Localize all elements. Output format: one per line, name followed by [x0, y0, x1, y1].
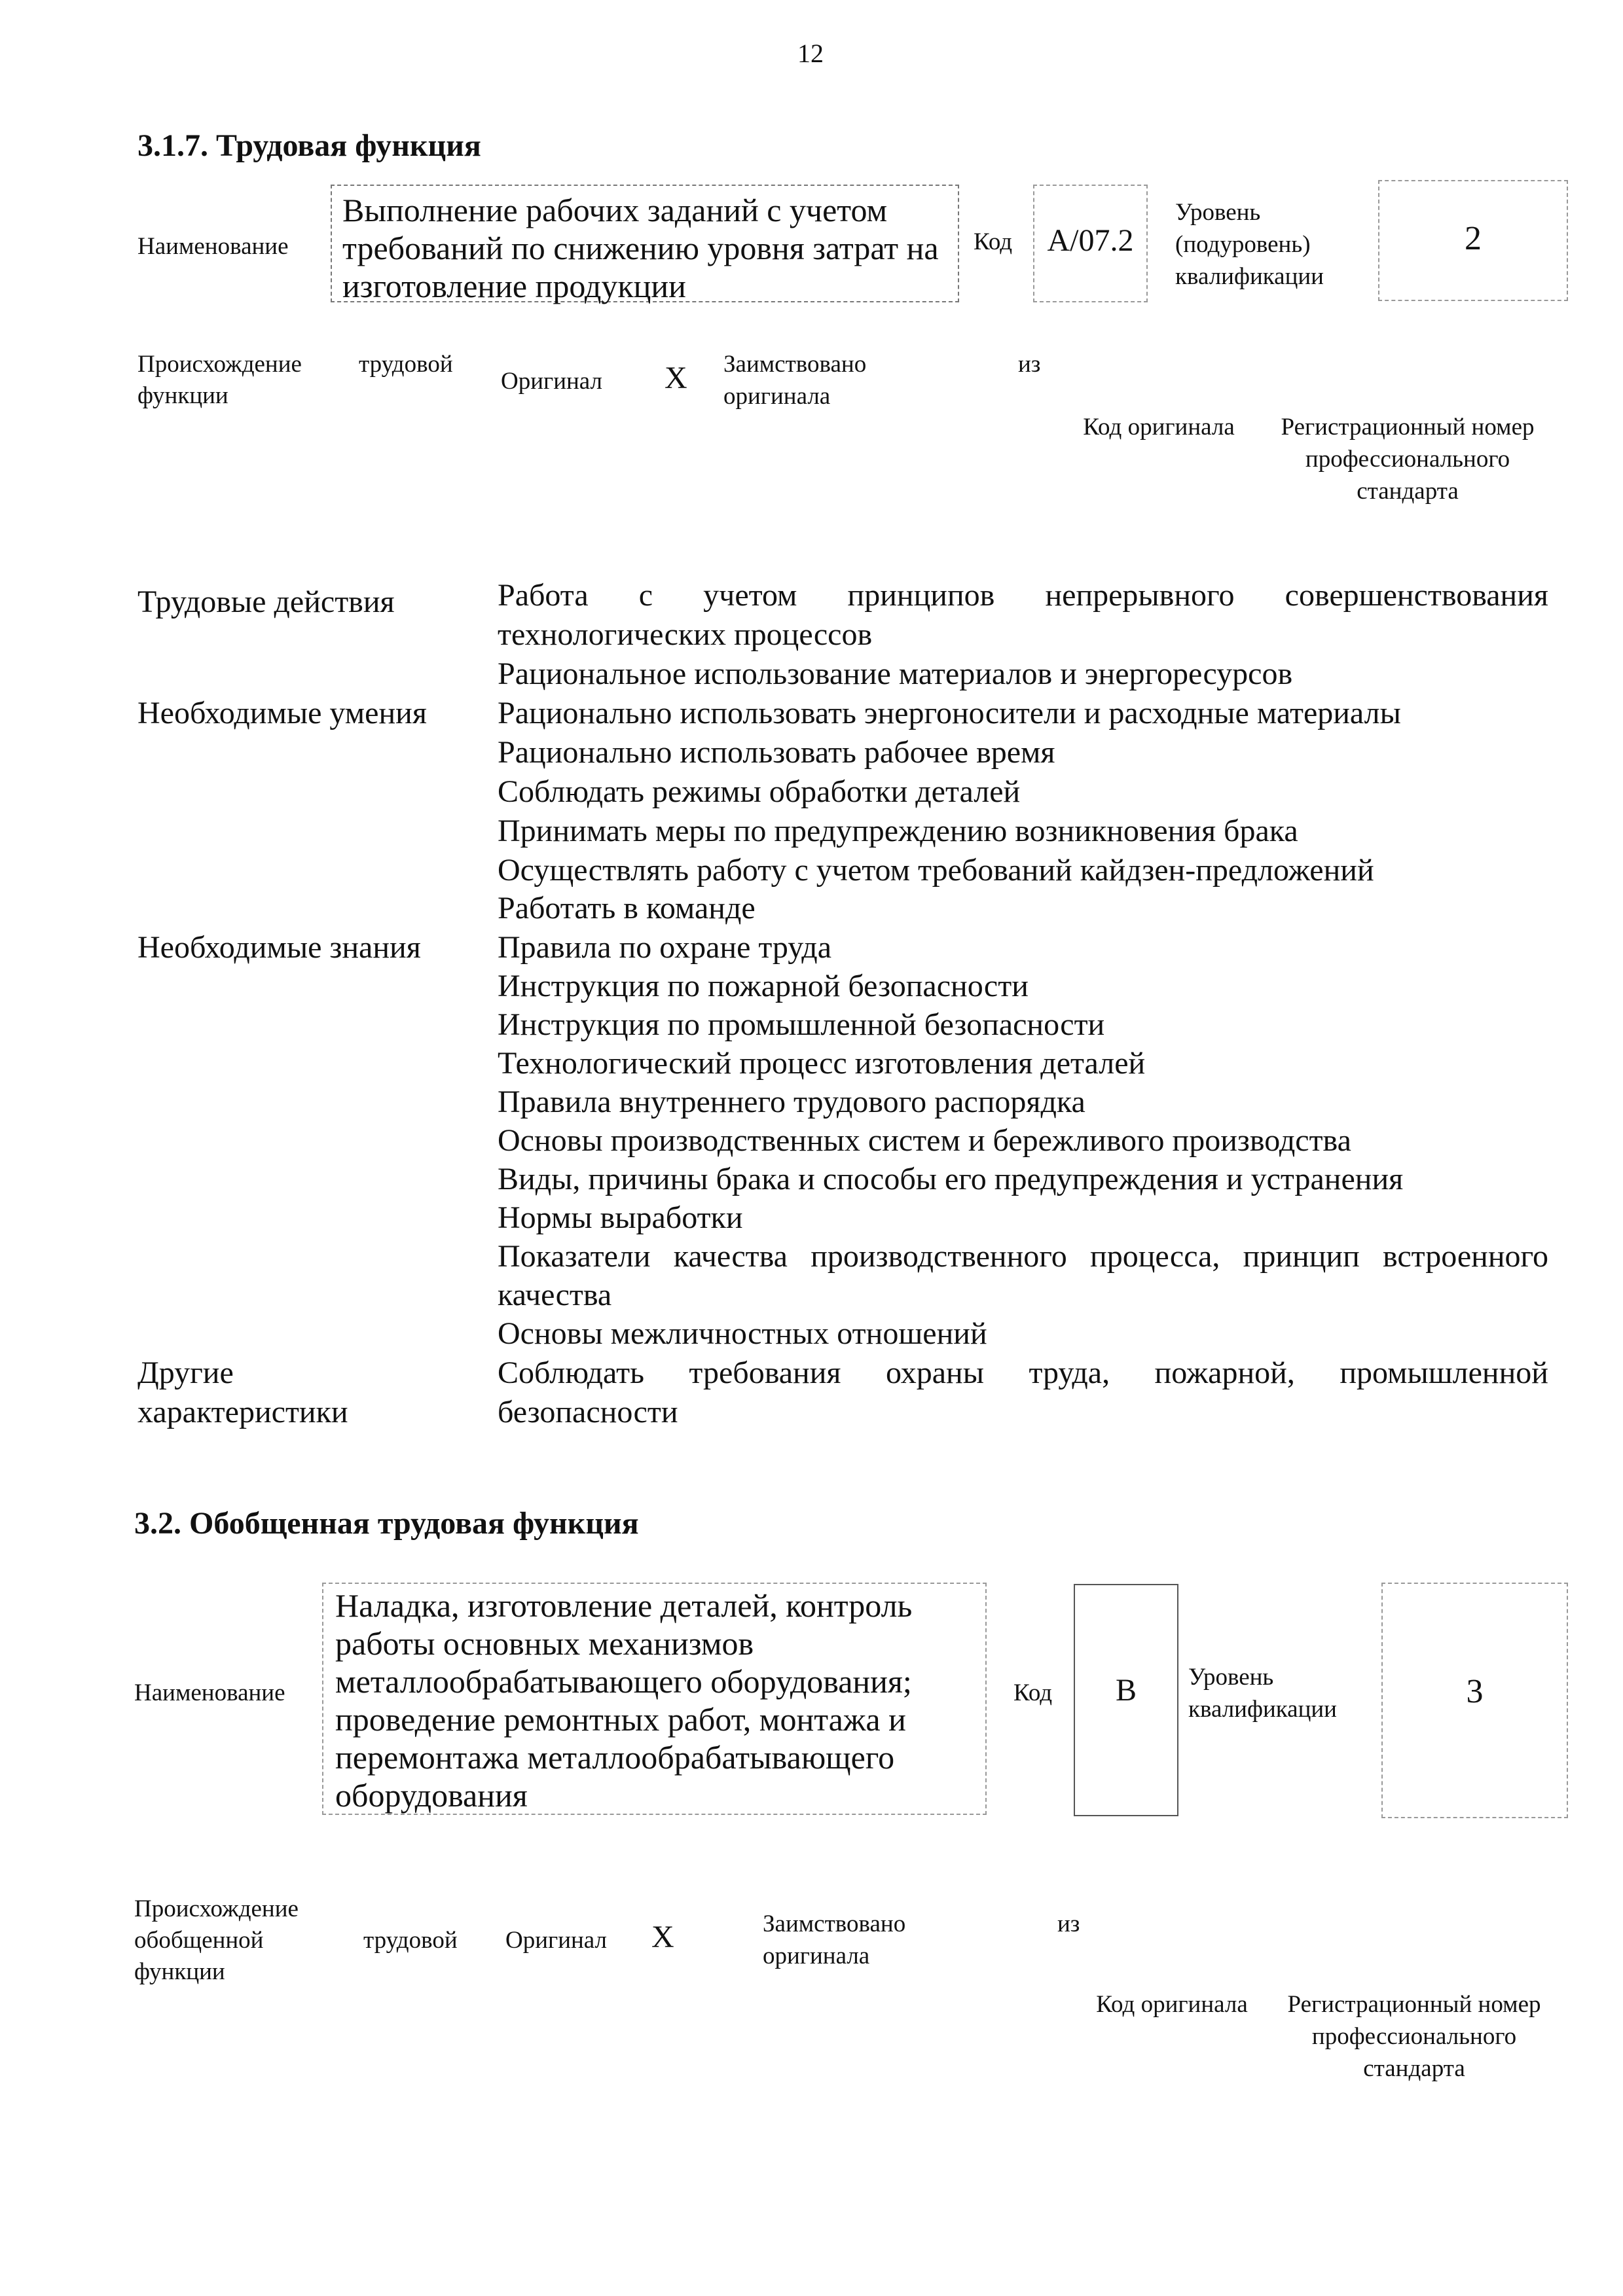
knowledge-item: Основы межличностных отношений	[498, 1316, 987, 1351]
origin-label-3: функции	[137, 382, 228, 409]
gen-name-label: Наименование	[134, 1679, 285, 1706]
gen-code-label: Код	[1013, 1679, 1053, 1706]
original-mark: X	[665, 361, 687, 395]
skill-item: Работать в команде	[498, 891, 756, 925]
reg-number-label: Регистрационный номер профессионального стандарта	[1281, 414, 1535, 505]
knowledge-item: качества	[498, 1278, 612, 1312]
skill-item: Принимать меры по предупреждению возникновения брака	[498, 814, 1298, 848]
function-name-box	[331, 185, 959, 302]
borrowed-label: Заимствовано оригинала	[723, 351, 867, 410]
labor-action-item: Рациональное использование материалов и энергоресурсов	[498, 656, 1293, 691]
gen-reg-number-label: Регистрационный номер профессионального стандарта	[1287, 1991, 1541, 2082]
knowledge-item: Показатели качества производственного процесса, принцип встроенного	[498, 1239, 1548, 1274]
gen-origin-label-1: Происхождение	[134, 1895, 299, 1922]
skill-item: Соблюдать режимы обработки деталей	[498, 774, 1021, 809]
gen-name-line: работы основных механизмов	[335, 1625, 754, 1662]
orig-code-label: Код оригинала	[1083, 414, 1235, 440]
section-32-heading: 3.2. Обобщенная трудовая функция	[134, 1506, 639, 1541]
gen-origin-label-2: обобщенной	[134, 1927, 264, 1954]
labor-action-item: Работа с учетом принципов непрерывного совершенствования	[498, 578, 1548, 613]
gen-name-line: металлообрабатывающего оборудования;	[335, 1663, 912, 1700]
gen-original-mark: X	[651, 1920, 674, 1954]
gen-name-line: Наладка, изготовление деталей, контроль	[335, 1587, 913, 1624]
labor-actions-label: Трудовые действия	[137, 584, 395, 619]
knowledge-label: Необходимые знания	[137, 930, 421, 965]
labor-action-item: технологических процессов	[498, 617, 873, 652]
name-label: Наименование	[137, 233, 289, 260]
skill-item: Рационально использовать энергоносители и расходные материалы	[498, 696, 1401, 730]
gen-orig-code-label: Код оригинала	[1096, 1991, 1248, 2018]
level-label: Уровень (подуровень) квалификации	[1175, 199, 1324, 290]
gen-name-line: оборудования	[335, 1777, 528, 1814]
gen-borrowed-label: Заимствовано оригинала	[763, 1910, 906, 1969]
gen-origin-label-4: трудовой	[363, 1927, 458, 1954]
knowledge-item: Инструкция по пожарной безопасности	[498, 969, 1029, 1003]
code-label: Код	[974, 228, 1013, 255]
gen-from-label: из	[1057, 1910, 1080, 1937]
level-value: 2	[1465, 220, 1482, 257]
from-label: из	[1018, 351, 1041, 378]
gen-code-value: B	[1115, 1673, 1137, 1708]
knowledge-item: Правила по охране труда	[498, 930, 831, 965]
skills-label: Необходимые умения	[137, 696, 427, 730]
code-value: A/07.2	[1047, 223, 1134, 258]
gen-name-line: проведение ремонтных работ, монтажа и	[335, 1701, 906, 1738]
knowledge-item: Технологический процесс изготовления деталей	[498, 1046, 1146, 1081]
other-item: безопасности	[498, 1395, 678, 1429]
knowledge-item: Основы производственных систем и бережливого производства	[498, 1123, 1351, 1158]
knowledge-item: Правила внутреннего трудового распорядка	[498, 1085, 1085, 1119]
other-label-1: Другие	[137, 1355, 234, 1390]
function-name-value: Выполнение рабочих заданий с учетом требований по снижению уровня затрат на изготовление продукции	[342, 192, 939, 304]
gen-original-label: Оригинал	[505, 1927, 608, 1954]
other-item: Соблюдать требования охраны труда, пожарной, промышленной	[498, 1355, 1548, 1390]
gen-function-name-box	[322, 1583, 987, 1815]
gen-name-line: перемонтажа металлообрабатывающего	[335, 1739, 895, 1776]
page-number: 12	[797, 39, 824, 68]
knowledge-item: Виды, причины брака и способы его предупреждения и устранения	[498, 1162, 1404, 1196]
skill-item: Осуществлять работу с учетом требований кайдзен-предложений	[498, 853, 1374, 888]
gen-level-value: 3	[1466, 1673, 1484, 1710]
skill-item: Рационально использовать рабочее время	[498, 735, 1055, 770]
knowledge-item: Инструкция по промышленной безопасности	[498, 1007, 1105, 1042]
gen-level-label: Уровень квалификации	[1188, 1664, 1337, 1723]
section-317-heading: 3.1.7. Трудовая функция	[137, 128, 481, 163]
knowledge-item: Нормы выработки	[498, 1200, 743, 1235]
original-label: Оригинал	[501, 368, 603, 395]
gen-origin-label-3: функции	[134, 1958, 225, 1985]
origin-label-2: трудовой	[359, 351, 453, 378]
origin-label-1: Происхождение	[137, 351, 302, 378]
other-label-2: характеристики	[137, 1395, 348, 1429]
